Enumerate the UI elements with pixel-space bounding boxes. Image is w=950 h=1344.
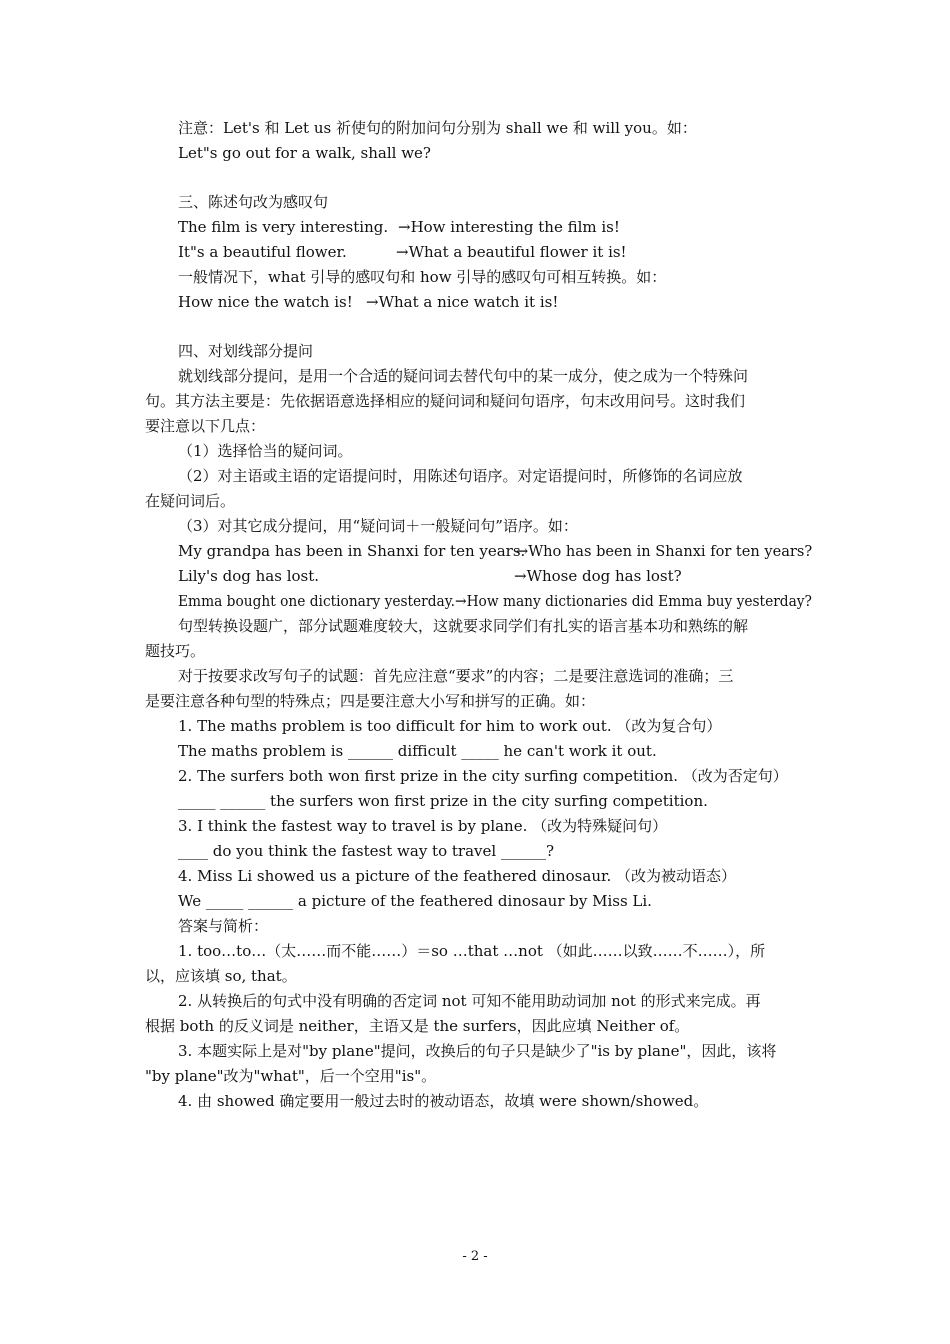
s4-paragraph1-line1: 就划线部分提问，是用一个合适的疑问词去替代句中的某一成分，使之成为一个特殊问 <box>178 367 749 385</box>
s3-example2-converted: →What a beautiful flower it is! <box>396 243 627 261</box>
answer-3-line1: 3. 本题实际上是对"by plane"提问，改换后的句子只是缺少了"is by plane"，因此，该将 <box>178 1042 777 1060</box>
s3-example1-original: The film is very interesting. <box>178 218 389 236</box>
s3-example3-converted: →What a nice watch it is! <box>366 293 559 311</box>
question-2-blank: _____ ______ the surfers won first prize in the city surfing competition. <box>178 792 708 810</box>
s4-example2-converted: →Whose dog has lost? <box>514 567 682 585</box>
answer-3-line2: "by plane"改为"what"，后一个空用"is"。 <box>145 1067 437 1085</box>
answer-1-line1: 1. too…to…（太……而不能……）＝so …that …not （如此……以致……不……），所 <box>178 942 766 960</box>
s4-paragraph3-line2: 是要注意各种句型的特殊点；四是要注意大小写和拼写的正确。如： <box>145 692 596 710</box>
answer-2-line1: 2. 从转换后的句式中没有明确的否定词 not 可知不能用助动词加 not 的形式来完成。再 <box>178 992 761 1010</box>
s3-example1-converted: →How interesting the film is! <box>398 218 620 236</box>
question-1-blank: The maths problem is ______ difficult _____ he can't work it out. <box>178 742 657 760</box>
answer-2-line2: 根据 both 的反义词是 neither，主语又是 the surfers，因此应填 Neither of。 <box>145 1017 690 1035</box>
s3-example2-original: It"s a beautiful flower. <box>178 243 347 261</box>
s4-example1-converted: →Who has been in Shanxi for ten years? <box>516 542 813 560</box>
s4-example2-original: Lily's dog has lost. <box>178 567 320 585</box>
s4-paragraph1-line3: 要注意以下几点： <box>145 417 266 435</box>
s4-point1: （1）选择恰当的疑问词。 <box>178 442 353 460</box>
note-line-2: Let"s go out for a walk, shall we? <box>178 144 431 162</box>
answers-heading: 答案与简析： <box>178 917 269 935</box>
question-1: 1. The maths problem is too difficult for him to work out. （改为复合句） <box>178 717 722 735</box>
question-4-blank: We _____ ______ a picture of the feathered dinosaur by Miss Li. <box>178 892 652 910</box>
answer-1-line2: 以，应该填 so, that。 <box>145 967 297 985</box>
question-4: 4. Miss Li showed us a picture of the feathered dinosaur. （改为被动语态） <box>178 867 737 885</box>
s4-example1-original: My grandpa has been in Shanxi for ten years. <box>178 542 526 560</box>
s4-point3: （3）对其它成分提问，用“疑问词＋一般疑问句”语序。如： <box>178 517 578 535</box>
section3-heading: 三、陈述句改为感叹句 <box>178 193 329 211</box>
question-3: 3. I think the fastest way to travel is by plane. （改为特殊疑问句） <box>178 817 668 835</box>
s4-paragraph2-line2: 题技巧。 <box>145 642 206 660</box>
section4-heading: 四、对划线部分提问 <box>178 342 314 360</box>
question-2: 2. The surfers both won first prize in the city surfing competition. （改为否定句） <box>178 767 788 785</box>
s3-note: 一般情况下，what 引导的感叹句和 how 引导的感叹句可相互转换。如： <box>178 268 667 286</box>
s4-point2-line2: 在疑问词后。 <box>145 492 236 510</box>
s4-example3: Emma bought one dictionary yesterday.→How many dictionaries did Emma buy yesterday? <box>178 592 812 610</box>
s4-point2-line1: （2）对主语或主语的定语提问时，用陈述句语序。对定语提问时，所修饰的名词应放 <box>178 467 743 485</box>
s3-example3-original: How nice the watch is! <box>178 293 353 311</box>
s4-paragraph2-line1: 句型转换设题广，部分试题难度较大，这就要求同学们有扎实的语言基本功和熟练的解 <box>178 617 749 635</box>
answer-4: 4. 由 showed 确定要用一般过去时的被动语态，故填 were shown/showed。 <box>178 1092 709 1110</box>
question-3-blank: ____ do you think the fastest way to travel ______? <box>178 842 554 860</box>
page-number: - 2 - <box>462 1249 488 1264</box>
s4-paragraph3-line1: 对于按要求改写句子的试题：首先应注意“要求”的内容；二是要注意选词的准确；三 <box>178 667 734 685</box>
s4-paragraph1-line2: 句。其方法主要是：先依据语意选择相应的疑问词和疑问句语序，句末改用问号。这时我们 <box>145 392 746 410</box>
note-line-1: 注意：Let's 和 Let us 祈使句的附加问句分别为 shall we 和 will you。如： <box>178 119 697 137</box>
